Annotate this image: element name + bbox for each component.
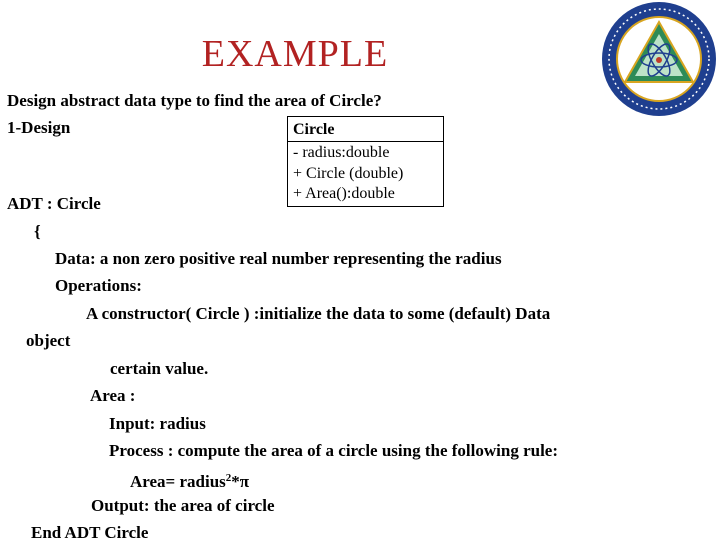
object-word: object <box>26 331 71 350</box>
output-line: Output: the area of circle <box>91 496 275 515</box>
end-line: End ADT Circle <box>31 523 149 542</box>
area-label: Area : <box>90 386 136 405</box>
formula-rhs: *π <box>231 472 250 491</box>
class-name: Circle <box>293 121 335 138</box>
formula-exponent: 2 <box>225 472 232 484</box>
operations-label: Operations: <box>55 276 142 295</box>
process-line: Process : compute the area of a circle using the following rule: <box>109 441 559 460</box>
data-line: Data: a non zero positive real number representing the radius <box>55 249 502 268</box>
design-step-label: 1-Design <box>7 118 71 137</box>
university-seal-icon <box>598 0 720 118</box>
certain-value-line: certain value. <box>110 359 209 378</box>
class-constructor: + Circle (double) <box>293 165 404 182</box>
slide-title: EXAMPLE <box>201 33 389 75</box>
adt-header: ADT : Circle <box>7 194 101 213</box>
constructor-line: A constructor( Circle ) :initialize the data to some (default) Data <box>86 304 551 323</box>
input-line: Input: radius <box>109 414 206 433</box>
class-diagram-box <box>287 116 444 207</box>
open-brace: { <box>34 222 41 241</box>
question-text: Design abstract data type to find the area of Circle? <box>7 91 382 110</box>
class-method: + Area():double <box>293 185 395 202</box>
formula-lhs: Area= radius <box>130 472 226 491</box>
area-formula <box>130 468 249 492</box>
class-attribute: - radius:double <box>293 144 390 161</box>
class-divider <box>288 141 443 142</box>
